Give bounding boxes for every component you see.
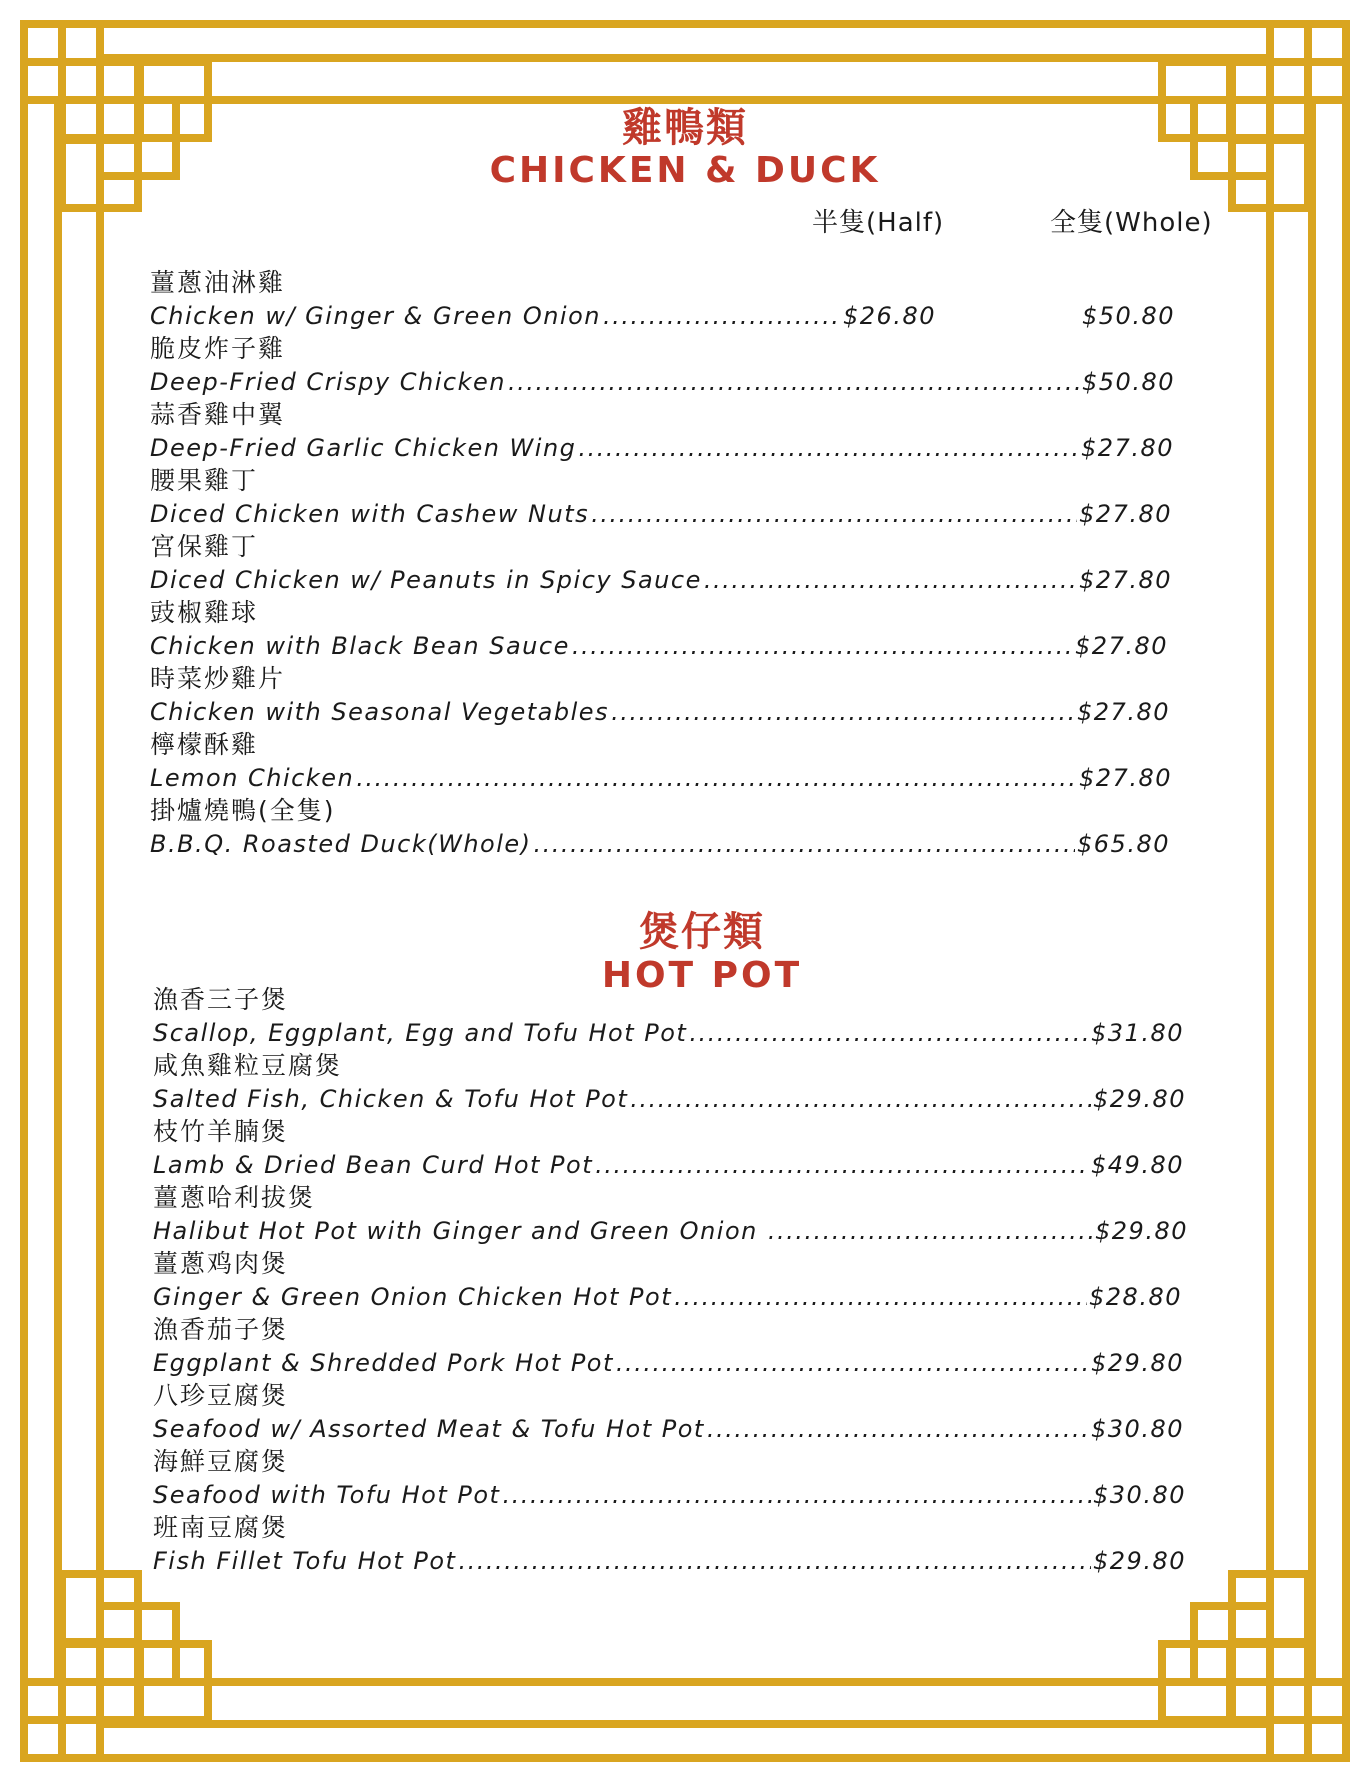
menu-item-zh-name: 漁香茄子煲 bbox=[153, 1315, 289, 1344]
menu-item-zh-name: 八珍豆腐煲 bbox=[153, 1381, 289, 1410]
chicken-section-zh-title: 雞鴨類 bbox=[622, 105, 748, 151]
menu-item-en-name: Diced Chicken with Cashew Nuts bbox=[150, 500, 590, 528]
menu-item bbox=[150, 596, 1180, 662]
menu-item bbox=[150, 530, 1180, 596]
dot-leader bbox=[502, 1479, 1091, 1511]
chicken-section-en-title: CHICKEN & DUCK bbox=[489, 150, 881, 191]
menu-item-en-name: Fish Fillet Tofu Hot Pot bbox=[153, 1547, 457, 1575]
dot-leader bbox=[704, 564, 1077, 596]
menu-item-price: $65.80 bbox=[1077, 830, 1170, 858]
hotpot-section-en-title: HOT POT bbox=[601, 955, 803, 996]
menu-item-price: $50.80 bbox=[1082, 368, 1175, 396]
dot-leader bbox=[603, 300, 841, 332]
menu-item-price-whole: $50.80 bbox=[1082, 302, 1175, 330]
menu-item bbox=[153, 1049, 1188, 1115]
menu-item-price: $27.80 bbox=[1077, 698, 1170, 726]
dot-leader bbox=[616, 1347, 1089, 1379]
dot-leader bbox=[674, 1281, 1087, 1313]
menu-item-en-name: Lamb & Dried Bean Curd Hot Pot bbox=[153, 1151, 594, 1179]
menu-item-zh-name: 豉椒雞球 bbox=[150, 598, 259, 627]
dot-leader bbox=[689, 1017, 1089, 1049]
menu-item-zh-name: 咸魚雞粒豆腐煲 bbox=[153, 1051, 343, 1080]
menu-item-zh-name: 海鮮豆腐煲 bbox=[153, 1447, 289, 1476]
menu-item-en-name: Salted Fish, Chicken & Tofu Hot Pot bbox=[153, 1085, 629, 1113]
dot-leader bbox=[630, 1083, 1091, 1115]
menu-item-zh-name: 班南豆腐煲 bbox=[153, 1513, 289, 1542]
menu-item bbox=[150, 464, 1180, 530]
menu-item-en-name: Seafood w/ Assorted Meat & Tofu Hot Pot bbox=[153, 1415, 705, 1443]
menu-item bbox=[153, 1511, 1188, 1577]
menu-item-price: $30.80 bbox=[1091, 1415, 1184, 1443]
menu-item-en-name: B.B.Q. Roasted Duck(Whole) bbox=[150, 830, 532, 858]
dot-leader bbox=[595, 1149, 1089, 1181]
menu-item-en-name: Diced Chicken w/ Peanuts in Spicy Sauce bbox=[150, 566, 702, 594]
menu-item-en-name: Seafood with Tofu Hot Pot bbox=[153, 1481, 501, 1509]
menu-item-price: $29.80 bbox=[1093, 1547, 1186, 1575]
menu-item bbox=[150, 662, 1180, 728]
menu-item-zh-name: 薑蔥鸡肉煲 bbox=[153, 1249, 289, 1278]
menu-item-price: $27.80 bbox=[1079, 566, 1172, 594]
menu-item-en-name: Eggplant & Shredded Pork Hot Pot bbox=[153, 1349, 614, 1377]
menu-item-price: $27.80 bbox=[1075, 632, 1168, 660]
dot-leader bbox=[707, 1413, 1089, 1445]
menu-item-en-name: Halibut Hot Pot with Ginger and Green Onion bbox=[153, 1217, 758, 1245]
menu-item bbox=[150, 728, 1180, 794]
menu-item bbox=[153, 1247, 1188, 1313]
menu-item-zh-name: 漁香三子煲 bbox=[153, 985, 289, 1014]
menu-item-price: $30.80 bbox=[1093, 1481, 1186, 1509]
dot-leader bbox=[572, 630, 1073, 662]
menu-item bbox=[150, 794, 1180, 860]
dot-leader bbox=[768, 1215, 1093, 1247]
menu-item-zh-name: 枝竹羊腩煲 bbox=[153, 1117, 289, 1146]
menu-item-en-name: Deep-Fried Crispy Chicken bbox=[150, 368, 506, 396]
menu-item-price: $49.80 bbox=[1091, 1151, 1184, 1179]
menu-item-en-name: Chicken with Black Bean Sauce bbox=[150, 632, 570, 660]
menu-item-zh-name: 腰果雞丁 bbox=[150, 466, 259, 495]
menu-item bbox=[153, 1445, 1188, 1511]
menu-item-en-name: Scallop, Eggplant, Egg and Tofu Hot Pot bbox=[153, 1019, 688, 1047]
dot-leader bbox=[356, 762, 1077, 794]
menu-item-price-half: $26.80 bbox=[843, 302, 936, 330]
menu-item bbox=[153, 1115, 1188, 1181]
menu-item-zh-name: 蒜香雞中翼 bbox=[150, 400, 286, 429]
menu-item-price: $29.80 bbox=[1091, 1349, 1184, 1377]
menu-item-price: $28.80 bbox=[1089, 1283, 1182, 1311]
menu-item-zh-name: 脆皮炸子雞 bbox=[150, 334, 286, 363]
dot-leader bbox=[611, 696, 1075, 728]
menu-item-price: $27.80 bbox=[1079, 500, 1172, 528]
half-column-header: 半隻(Half) bbox=[812, 208, 945, 238]
menu-item-zh-name: 宮保雞丁 bbox=[150, 532, 259, 561]
menu-item bbox=[150, 398, 1180, 464]
dot-leader bbox=[578, 432, 1079, 464]
menu-item-price: $31.80 bbox=[1091, 1019, 1184, 1047]
menu-item-en-name: Deep-Fried Garlic Chicken Wing bbox=[150, 434, 577, 462]
menu-item bbox=[153, 1313, 1188, 1379]
dot-leader bbox=[591, 498, 1077, 530]
menu-item-zh-name: 薑蔥哈利拔煲 bbox=[153, 1183, 316, 1212]
menu-item-price: $29.80 bbox=[1095, 1217, 1188, 1245]
menu-item-en-name: Chicken w/ Ginger & Green Onion bbox=[150, 302, 601, 330]
menu-item bbox=[153, 1379, 1188, 1445]
menu-item-en-name: Chicken with Seasonal Vegetables bbox=[150, 698, 610, 726]
menu-item-zh-name: 時菜炒雞片 bbox=[150, 664, 286, 693]
menu-item-en-name: Lemon Chicken bbox=[150, 764, 355, 792]
dot-leader bbox=[508, 366, 1080, 398]
menu-item-zh-name: 薑蔥油淋雞 bbox=[150, 268, 286, 297]
dot-leader bbox=[534, 828, 1076, 860]
menu-item-en-name: Ginger & Green Onion Chicken Hot Pot bbox=[153, 1283, 673, 1311]
menu-item-price: $27.80 bbox=[1079, 764, 1172, 792]
dot-leader bbox=[458, 1545, 1091, 1577]
chicken-menu-list bbox=[150, 266, 1180, 860]
hotpot-section-zh-title: 煲仔類 bbox=[639, 909, 765, 955]
menu-item-zh-name: 檸檬酥雞 bbox=[150, 730, 259, 759]
menu-item-price: $27.80 bbox=[1081, 434, 1174, 462]
hotpot-menu-list bbox=[153, 983, 1188, 1577]
whole-column-header: 全隻(Whole) bbox=[1050, 208, 1213, 238]
menu-item bbox=[153, 983, 1188, 1049]
menu-item-zh-name: 掛爐燒鴨(全隻) bbox=[150, 796, 336, 825]
menu-item-price: $29.80 bbox=[1093, 1085, 1186, 1113]
menu-item bbox=[150, 332, 1180, 398]
menu-item bbox=[153, 1181, 1188, 1247]
menu-item bbox=[150, 266, 1180, 332]
